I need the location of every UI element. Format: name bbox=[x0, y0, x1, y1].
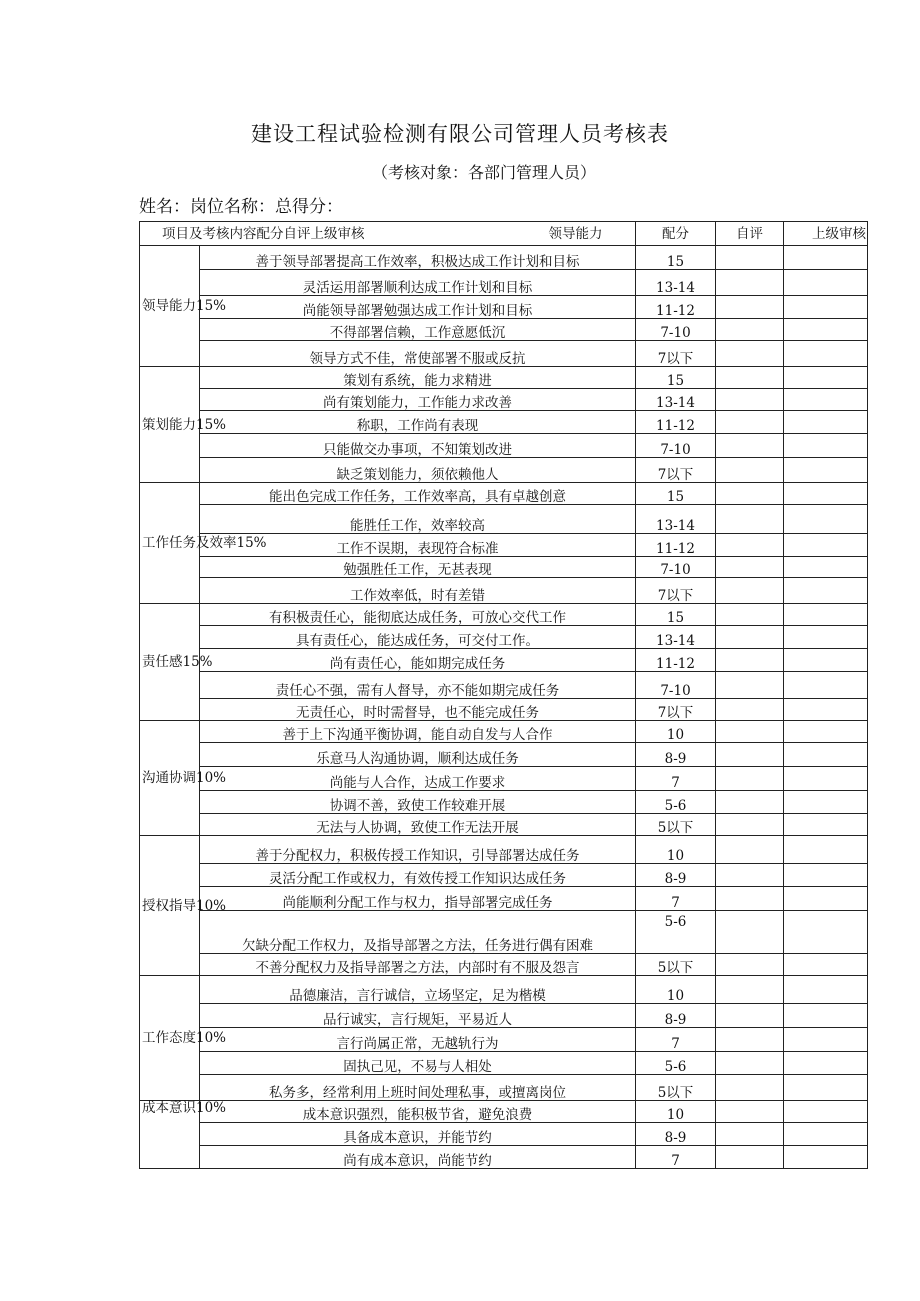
self-eval-input-cell[interactable] bbox=[716, 1101, 784, 1123]
criterion-description: 尚能与人合作，达成工作要求 bbox=[200, 767, 636, 791]
superior-review-input-cell[interactable] bbox=[784, 557, 868, 578]
criterion-description: 协调不善，致使工作较难开展 bbox=[200, 791, 636, 814]
criterion-description: 缺乏策划能力，须依赖他人 bbox=[200, 458, 636, 483]
self-eval-input-cell[interactable] bbox=[716, 389, 784, 411]
header-score: 配分 bbox=[636, 222, 716, 246]
criterion-description: 有积极责任心，能彻底达成任务，可放心交代工作 bbox=[200, 604, 636, 626]
criterion-description: 工作效率低，时有差错 bbox=[200, 578, 636, 604]
self-eval-input-cell[interactable] bbox=[716, 578, 784, 604]
table-row bbox=[140, 743, 868, 767]
criterion-description: 成本意识强烈，能积极节省，避免浪费 bbox=[200, 1101, 636, 1123]
criterion-description: 尚有成本意识，尚能节约 bbox=[200, 1146, 636, 1169]
superior-review-input-cell[interactable] bbox=[784, 721, 868, 743]
criterion-description: 灵活分配工作或权力，有效传授工作知识达成任务 bbox=[200, 864, 636, 887]
criterion-description: 领导方式不佳，常使部署不服或反抗 bbox=[200, 341, 636, 367]
superior-review-input-cell[interactable] bbox=[784, 1123, 868, 1146]
table-row bbox=[140, 341, 868, 367]
criterion-description: 品行诚实，言行规矩，平易近人 bbox=[200, 1004, 636, 1028]
superior-review-input-cell[interactable] bbox=[784, 411, 868, 434]
category-cell: 工作态度10% bbox=[140, 976, 200, 1101]
criterion-score: 5-6 bbox=[636, 791, 716, 814]
criterion-score: 7以下 bbox=[636, 341, 716, 367]
superior-review-input-cell[interactable] bbox=[784, 246, 868, 270]
criterion-description: 言行尚属正常，无越轨行为 bbox=[200, 1028, 636, 1052]
table-row bbox=[140, 319, 868, 341]
self-eval-input-cell[interactable] bbox=[716, 458, 784, 483]
table-row bbox=[140, 791, 868, 814]
criterion-description: 尚能领导部署勉强达成工作计划和目标 bbox=[200, 296, 636, 319]
superior-review-input-cell[interactable] bbox=[784, 1052, 868, 1075]
self-eval-input-cell[interactable] bbox=[716, 814, 784, 836]
criterion-score: 8-9 bbox=[636, 743, 716, 767]
self-eval-input-cell[interactable] bbox=[716, 721, 784, 743]
self-eval-input-cell[interactable] bbox=[716, 1028, 784, 1052]
table-row bbox=[140, 814, 868, 836]
criterion-score: 11-12 bbox=[636, 411, 716, 434]
category-cell: 工作任务及效率15% bbox=[140, 483, 200, 604]
criterion-description: 善于分配权力，积极传授工作知识，引导部署达成任务 bbox=[200, 836, 636, 864]
self-eval-input-cell[interactable] bbox=[716, 887, 784, 911]
self-eval-input-cell[interactable] bbox=[716, 672, 784, 699]
table-row bbox=[140, 836, 868, 864]
superior-review-input-cell[interactable] bbox=[784, 458, 868, 483]
superior-review-input-cell[interactable] bbox=[784, 836, 868, 864]
superior-review-input-cell[interactable] bbox=[784, 814, 868, 836]
self-eval-input-cell[interactable] bbox=[716, 767, 784, 791]
criterion-score: 15 bbox=[636, 604, 716, 626]
self-eval-input-cell[interactable] bbox=[716, 246, 784, 270]
criterion-description: 灵活运用部署顺利达成工作计划和目标 bbox=[200, 270, 636, 296]
assessment-table-body bbox=[140, 222, 868, 1169]
superior-review-input-cell[interactable] bbox=[784, 1028, 868, 1052]
document-subtitle: （考核对象：各部门管理人员） bbox=[372, 163, 597, 182]
superior-review-input-cell[interactable] bbox=[784, 699, 868, 721]
self-eval-input-cell[interactable] bbox=[716, 626, 784, 649]
criterion-description: 乐意马人沟通协调，顺利达成任务 bbox=[200, 743, 636, 767]
superior-review-input-cell[interactable] bbox=[784, 1075, 868, 1101]
criterion-description: 不得部署信赖，工作意愿低沉 bbox=[200, 319, 636, 341]
criterion-description: 不善分配权力及指导部署之方法，内部时有不服及怨言 bbox=[200, 954, 636, 976]
table-row bbox=[140, 767, 868, 791]
criterion-description: 尚有责任心，能如期完成任务 bbox=[200, 649, 636, 672]
table-row bbox=[140, 411, 868, 434]
criterion-score: 15 bbox=[636, 367, 716, 389]
employee-info-line: 姓名：岗位名称：总得分： bbox=[139, 197, 343, 217]
category-cell: 沟通协调10% bbox=[140, 721, 200, 836]
superior-review-input-cell[interactable] bbox=[784, 911, 868, 954]
criterion-score: 7-10 bbox=[636, 319, 716, 341]
assessment-table bbox=[139, 221, 868, 1169]
criterion-description: 工作不误期，表现符合标准 bbox=[200, 534, 636, 557]
table-row bbox=[140, 270, 868, 296]
criterion-description: 能胜任工作，效率较高 bbox=[200, 505, 636, 534]
criterion-score: 13-14 bbox=[636, 626, 716, 649]
self-eval-input-cell[interactable] bbox=[716, 341, 784, 367]
criterion-score: 13-14 bbox=[636, 389, 716, 411]
self-eval-input-cell[interactable] bbox=[716, 270, 784, 296]
criterion-score: 8-9 bbox=[636, 1123, 716, 1146]
criterion-description: 无法与人协调，致使工作无法开展 bbox=[200, 814, 636, 836]
superior-review-input-cell[interactable] bbox=[784, 791, 868, 814]
criterion-score: 15 bbox=[636, 483, 716, 505]
criterion-score: 15 bbox=[636, 246, 716, 270]
criterion-description: 私务多，经常利用上班时间处理私事，或擅离岗位 bbox=[200, 1075, 636, 1101]
criterion-score: 5-6 bbox=[636, 911, 716, 954]
self-eval-input-cell[interactable] bbox=[716, 1004, 784, 1028]
criterion-score: 10 bbox=[636, 976, 716, 1004]
criterion-description: 善于领导部署提高工作效率，积极达成工作计划和目标 bbox=[200, 246, 636, 270]
self-eval-input-cell[interactable] bbox=[716, 1146, 784, 1169]
self-eval-input-cell[interactable] bbox=[716, 557, 784, 578]
criterion-score: 13-14 bbox=[636, 505, 716, 534]
table-row bbox=[140, 1123, 868, 1146]
criterion-description: 欠缺分配工作权力，及指导部署之方法，任务进行偶有困难 bbox=[200, 911, 636, 954]
superior-review-input-cell[interactable] bbox=[784, 1146, 868, 1169]
superior-review-input-cell[interactable] bbox=[784, 672, 868, 699]
self-eval-input-cell[interactable] bbox=[716, 864, 784, 887]
criterion-description: 勉强胜任工作，无甚表现 bbox=[200, 557, 636, 578]
criterion-score: 7以下 bbox=[636, 578, 716, 604]
criterion-score: 5以下 bbox=[636, 814, 716, 836]
self-eval-input-cell[interactable] bbox=[716, 411, 784, 434]
superior-review-input-cell[interactable] bbox=[784, 434, 868, 458]
table-row bbox=[140, 864, 868, 887]
table-row bbox=[140, 604, 868, 626]
table-row bbox=[140, 954, 868, 976]
table-row bbox=[140, 246, 868, 270]
table-row bbox=[140, 389, 868, 411]
superior-review-input-cell[interactable] bbox=[784, 1004, 868, 1028]
header-self-eval: 自评 bbox=[716, 222, 784, 246]
table-row bbox=[140, 367, 868, 389]
superior-review-input-cell[interactable] bbox=[784, 743, 868, 767]
category-cell: 授权指导10% bbox=[140, 836, 200, 976]
self-eval-input-cell[interactable] bbox=[716, 319, 784, 341]
criterion-score: 10 bbox=[636, 721, 716, 743]
criterion-score: 11-12 bbox=[636, 649, 716, 672]
criterion-description: 责任心不强，需有人督导，亦不能如期完成任务 bbox=[200, 672, 636, 699]
self-eval-input-cell[interactable] bbox=[716, 604, 784, 626]
criterion-description: 尚能顺利分配工作与权力，指导部署完成任务 bbox=[200, 887, 636, 911]
category-cell: 责任感15% bbox=[140, 604, 200, 721]
criterion-description: 善于上下沟通平衡协调，能自动自发与人合作 bbox=[200, 721, 636, 743]
header-item-label: 项目及考核内容配分自评上级审核 bbox=[162, 225, 365, 242]
criterion-description: 能出色完成工作任务，工作效率高，具有卓越创意 bbox=[200, 483, 636, 505]
criterion-score: 10 bbox=[636, 1101, 716, 1123]
criterion-description: 策划有系统，能力求精进 bbox=[200, 367, 636, 389]
superior-review-input-cell[interactable] bbox=[784, 767, 868, 791]
criterion-score: 5以下 bbox=[636, 954, 716, 976]
criterion-score: 8-9 bbox=[636, 1004, 716, 1028]
criterion-score: 7 bbox=[636, 887, 716, 911]
criterion-score: 5以下 bbox=[636, 1075, 716, 1101]
table-row bbox=[140, 1052, 868, 1075]
superior-review-input-cell[interactable] bbox=[784, 270, 868, 296]
superior-review-input-cell[interactable] bbox=[784, 341, 868, 367]
criterion-description: 品德廉洁，言行诚信，立场坚定，足为楷模 bbox=[200, 976, 636, 1004]
superior-review-input-cell[interactable] bbox=[784, 864, 868, 887]
criterion-score: 8-9 bbox=[636, 864, 716, 887]
table-row bbox=[140, 911, 868, 954]
criterion-score: 7 bbox=[636, 1028, 716, 1052]
table-row bbox=[140, 458, 868, 483]
header-subcategory-label: 领导能力 bbox=[548, 225, 603, 242]
self-eval-input-cell[interactable] bbox=[716, 699, 784, 721]
superior-review-input-cell[interactable] bbox=[784, 534, 868, 557]
superior-review-input-cell[interactable] bbox=[784, 505, 868, 534]
criterion-score: 7 bbox=[636, 767, 716, 791]
table-row bbox=[140, 505, 868, 534]
table-row bbox=[140, 1075, 868, 1101]
self-eval-input-cell[interactable] bbox=[716, 1052, 784, 1075]
self-eval-input-cell[interactable] bbox=[716, 1075, 784, 1101]
table-row bbox=[140, 887, 868, 911]
criterion-description: 只能做交办事项，不知策划改进 bbox=[200, 434, 636, 458]
table-row bbox=[140, 557, 868, 578]
table-row bbox=[140, 699, 868, 721]
table-row bbox=[140, 1004, 868, 1028]
table-row bbox=[140, 721, 868, 743]
criterion-description: 尚有策划能力，工作能力求改善 bbox=[200, 389, 636, 411]
superior-review-input-cell[interactable] bbox=[784, 649, 868, 672]
table-row bbox=[140, 649, 868, 672]
self-eval-input-cell[interactable] bbox=[716, 534, 784, 557]
table-row bbox=[140, 296, 868, 319]
table-row bbox=[140, 672, 868, 699]
self-eval-input-cell[interactable] bbox=[716, 434, 784, 458]
criterion-score: 13-14 bbox=[636, 270, 716, 296]
header-superior-review: 上级审核 bbox=[784, 222, 868, 246]
self-eval-input-cell[interactable] bbox=[716, 505, 784, 534]
criterion-description: 无责任心，时时需督导，也不能完成任务 bbox=[200, 699, 636, 721]
superior-review-input-cell[interactable] bbox=[784, 604, 868, 626]
criterion-score: 7 bbox=[636, 1146, 716, 1169]
criterion-score: 7-10 bbox=[636, 672, 716, 699]
self-eval-input-cell[interactable] bbox=[716, 367, 784, 389]
criterion-score: 11-12 bbox=[636, 534, 716, 557]
table-header-row bbox=[140, 222, 868, 246]
table-row bbox=[140, 578, 868, 604]
superior-review-input-cell[interactable] bbox=[784, 887, 868, 911]
criterion-description: 称职，工作尚有表现 bbox=[200, 411, 636, 434]
superior-review-input-cell[interactable] bbox=[784, 389, 868, 411]
category-cell: 策划能力15% bbox=[140, 367, 200, 483]
superior-review-input-cell[interactable] bbox=[784, 483, 868, 505]
superior-review-input-cell[interactable] bbox=[784, 367, 868, 389]
table-row bbox=[140, 1028, 868, 1052]
superior-review-input-cell[interactable] bbox=[784, 626, 868, 649]
table-row bbox=[140, 434, 868, 458]
superior-review-input-cell[interactable] bbox=[784, 976, 868, 1004]
self-eval-input-cell[interactable] bbox=[716, 649, 784, 672]
table-row bbox=[140, 483, 868, 505]
criterion-description: 具备成本意识，并能节约 bbox=[200, 1123, 636, 1146]
superior-review-input-cell[interactable] bbox=[784, 1101, 868, 1123]
criterion-score: 10 bbox=[636, 836, 716, 864]
self-eval-input-cell[interactable] bbox=[716, 1123, 784, 1146]
superior-review-input-cell[interactable] bbox=[784, 954, 868, 976]
document-title: 建设工程试验检测有限公司管理人员考核表 bbox=[251, 122, 669, 146]
criterion-score: 5-6 bbox=[636, 1052, 716, 1075]
self-eval-input-cell[interactable] bbox=[716, 954, 784, 976]
superior-review-input-cell[interactable] bbox=[784, 578, 868, 604]
criterion-score: 7-10 bbox=[636, 434, 716, 458]
criterion-description: 固执己见，不易与人相处 bbox=[200, 1052, 636, 1075]
self-eval-input-cell[interactable] bbox=[716, 836, 784, 864]
table-row bbox=[140, 1101, 868, 1123]
header-item-cell bbox=[140, 222, 636, 246]
table-row bbox=[140, 976, 868, 1004]
criterion-score: 7以下 bbox=[636, 699, 716, 721]
criterion-score: 7-10 bbox=[636, 557, 716, 578]
criterion-score: 7以下 bbox=[636, 458, 716, 483]
self-eval-input-cell[interactable] bbox=[716, 743, 784, 767]
superior-review-input-cell[interactable] bbox=[784, 319, 868, 341]
table-row bbox=[140, 626, 868, 649]
criterion-score: 11-12 bbox=[636, 296, 716, 319]
self-eval-input-cell[interactable] bbox=[716, 911, 784, 954]
table-row bbox=[140, 1146, 868, 1169]
category-cell: 成本意识10% bbox=[140, 1101, 200, 1169]
self-eval-input-cell[interactable] bbox=[716, 976, 784, 1004]
self-eval-input-cell[interactable] bbox=[716, 483, 784, 505]
self-eval-input-cell[interactable] bbox=[716, 296, 784, 319]
category-cell: 领导能力15% bbox=[140, 246, 200, 367]
superior-review-input-cell[interactable] bbox=[784, 296, 868, 319]
self-eval-input-cell[interactable] bbox=[716, 791, 784, 814]
criterion-description: 具有责任心，能达成任务，可交付工作。 bbox=[200, 626, 636, 649]
